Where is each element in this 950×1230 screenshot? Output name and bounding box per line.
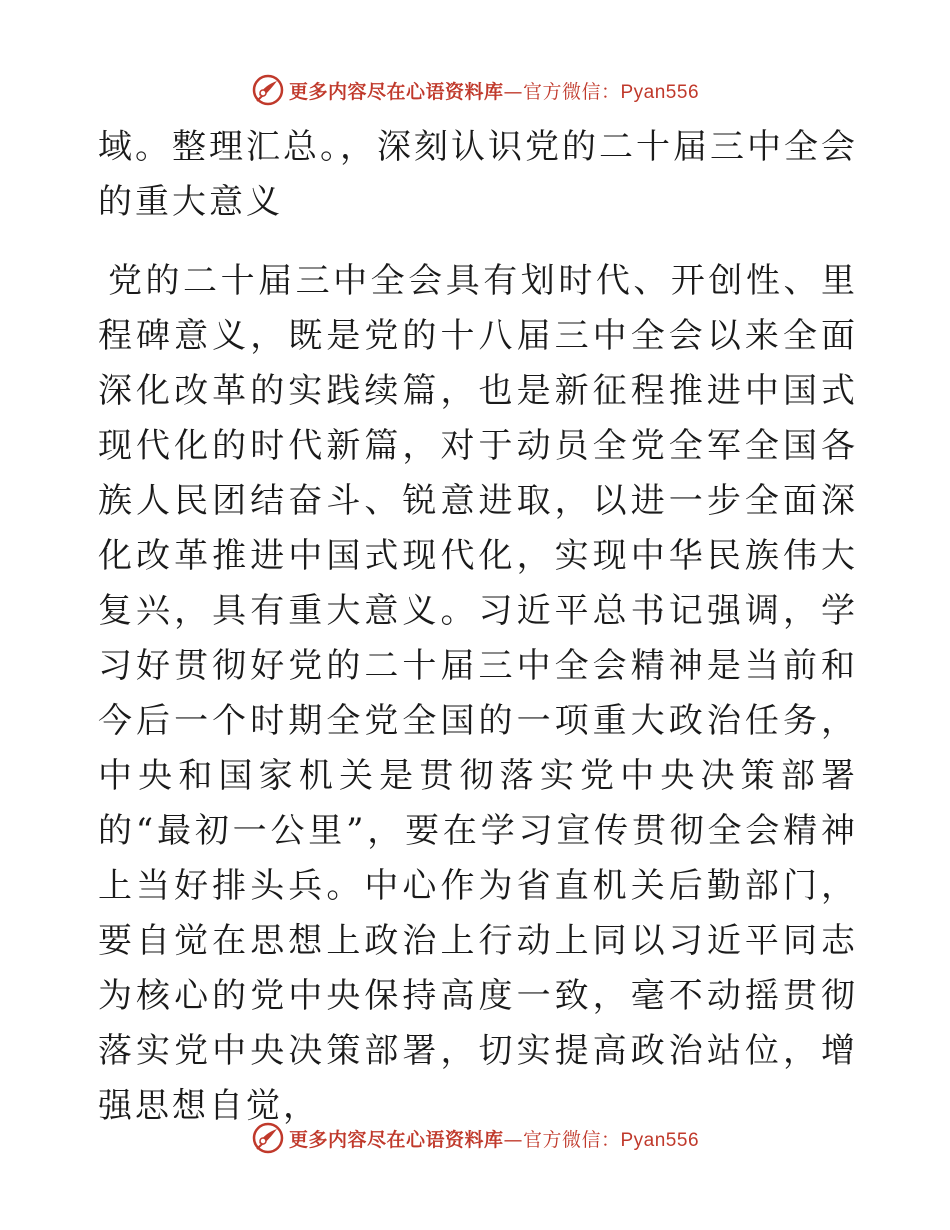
banner-separator: — — [503, 80, 523, 103]
banner-brand: 更多内容尽在心语资料库 — [288, 80, 504, 103]
body-paragraph: 党的二十届三中全会具有划时代、开创性、里程碑意义，既是党的十八届三中全会以来全面深化改革的实践续篇，也是新征程推进中国式现代化的时代新篇，对于动员全党全军全国各族人民团结奋斗、锐意进取，以进一步全面深化改革推进中国式现代化，实现中华民族伟大复兴，具有重大意义。习近平总书记强调，学习好贯彻好党的二十届三中全会精神是当前和今后一个时期全党全国的一项重大政治任务，中央和国家机关是贯彻落实党中央决策部署的“最初一公里”，要在学习宣传贯彻全会精神上当好排头兵。中心作为省直机关后勤部门，要自觉在思想上政治上行动上同以习近平同志为核心的党中央保持高度一致，毫不动摇贯彻落实党中央决策部署，切实提高政治站位，增强思想自觉， — [98, 261, 858, 1126]
banner-text — [289, 1125, 699, 1152]
ink-pen-seal-logo-icon — [251, 1121, 285, 1155]
banner-separator: — — [503, 1128, 523, 1151]
banner-text — [289, 77, 699, 104]
banner-brand: 更多内容尽在心语资料库 — [288, 1128, 504, 1151]
banner-wechat-id: Pyan556 — [620, 81, 700, 103]
header-banner — [0, 70, 950, 110]
banner-wechat-id: Pyan556 — [620, 1129, 700, 1151]
document-body — [98, 120, 858, 1134]
footer-banner — [0, 1118, 950, 1158]
ink-pen-seal-logo-icon — [251, 73, 285, 107]
banner-wechat-label: 官方微信： — [522, 1128, 621, 1151]
banner-wechat-label: 官方微信： — [522, 80, 621, 103]
section-heading: 域。整理汇总。，深刻认识党的二十届三中全会的重大意义 — [98, 127, 858, 222]
